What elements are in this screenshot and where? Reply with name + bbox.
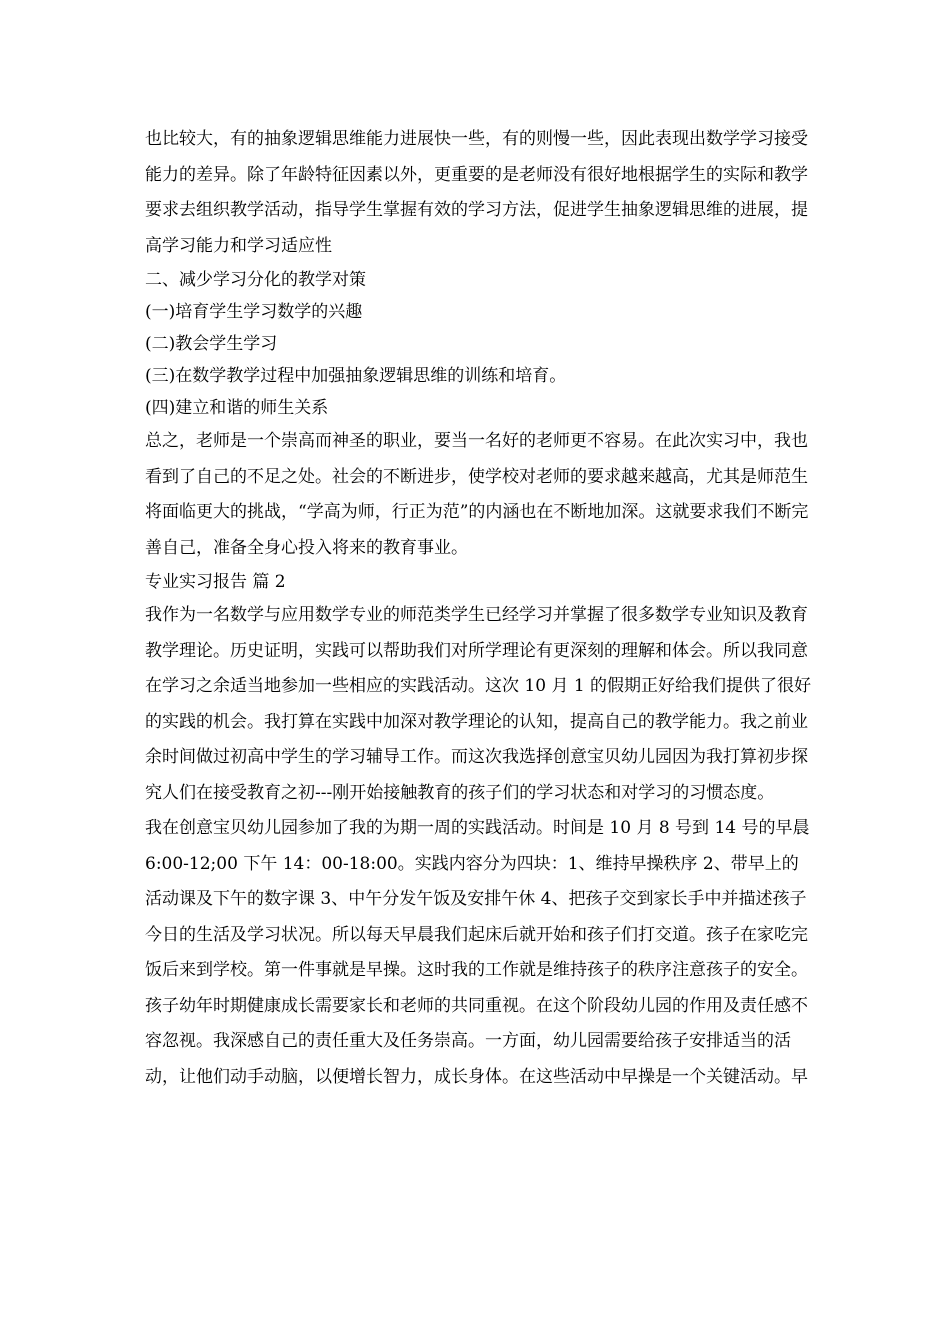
subsection-heading: (三)在数学教学过程中加强抽象逻辑思维的训练和培育。 [145, 366, 567, 386]
subsection-heading: (一)培育学生学习数学的兴趣 [145, 302, 363, 322]
subsection-heading: (四)建立和谐的师生关系 [145, 398, 329, 418]
body-paragraph: 也比较大，有的抽象逻辑思维能力进展快一些，有的则慢一些，因此表现出数学学习接受能力的差异。除了年龄特征因素以外，更重要的是老师没有很好地根据学生的实际和教学要求去组织教学活动，指导学生掌握有效的学习方法，促进学生抽象逻辑思维的进展，提高学习能力和学习适应性 [145, 129, 808, 256]
body-paragraph: 我作为一名数学与应用数学专业的师范类学生已经学习并掌握了很多数学专业知识及教育教学理论。历史证明，实践可以帮助我们对所学理论有更深刻的理解和体会。所以我同意在学习之余适当地参加一些相应的实践活动。这次 10 月 1 的假期正好给我们提供了很好的实践的机会。我打算在实践中加深对教学理论的认知，提高自己的教学能力。我之前业余时间做过初高中学生的学习辅导工作。而这次我选择创意宝贝幼儿园因为我打算初步探究人们在接受教育之初---刚开始接触教育的孩子们的学习状态和对学习的习惯态度。 [145, 605, 812, 803]
section-heading: 二、减少学习分化的教学对策 [145, 270, 366, 290]
report-title: 专业实习报告 篇 2 [145, 572, 286, 592]
document-page [145, 122, 815, 1095]
subsection-heading: (二)教会学生学习 [145, 334, 278, 354]
body-paragraph: 我在创意宝贝幼儿园参加了我的为期一周的实践活动。时间是 10 月 8 号到 14 号的早晨 6:00-12;00 下午 14：00-18:00。实践内容分为四块：1、维持早操秩序 2、带早上的活动课及下午的数字课 3、中午分发午饭及安排午休 4、把孩子交到家长手中并描述孩子今日的生活及学习状况。所以每天早晨我们起床后就开始和孩子们打交道。孩子在家吃完饭后来到学校。第一件事就是早操。这时我的工作就是维持孩子的秩序注意孩子的安全。孩子幼年时期健康成长需要家长和老师的共同重视。在这个阶段幼儿园的作用及责任感不容忽视。我深感自己的责任重大及任务崇高。一方面，幼儿园需要给孩子安排适当的活动，让他们动手动脑，以便增长智力，成长身体。在这些活动中早操是一个关键活动。早 [145, 818, 810, 1087]
body-paragraph: 总之，老师是一个崇高而神圣的职业，要当一名好的老师更不容易。在此次实习中，我也看到了自己的不足之处。社会的不断进步，使学校对老师的要求越来越高，尤其是师范生将面临更大的挑战，“学高为师，行正为范”的内涵也在不断地加深。这就要求我们不断完善自己，准备全身心投入将来的教育事业。 [145, 431, 809, 558]
